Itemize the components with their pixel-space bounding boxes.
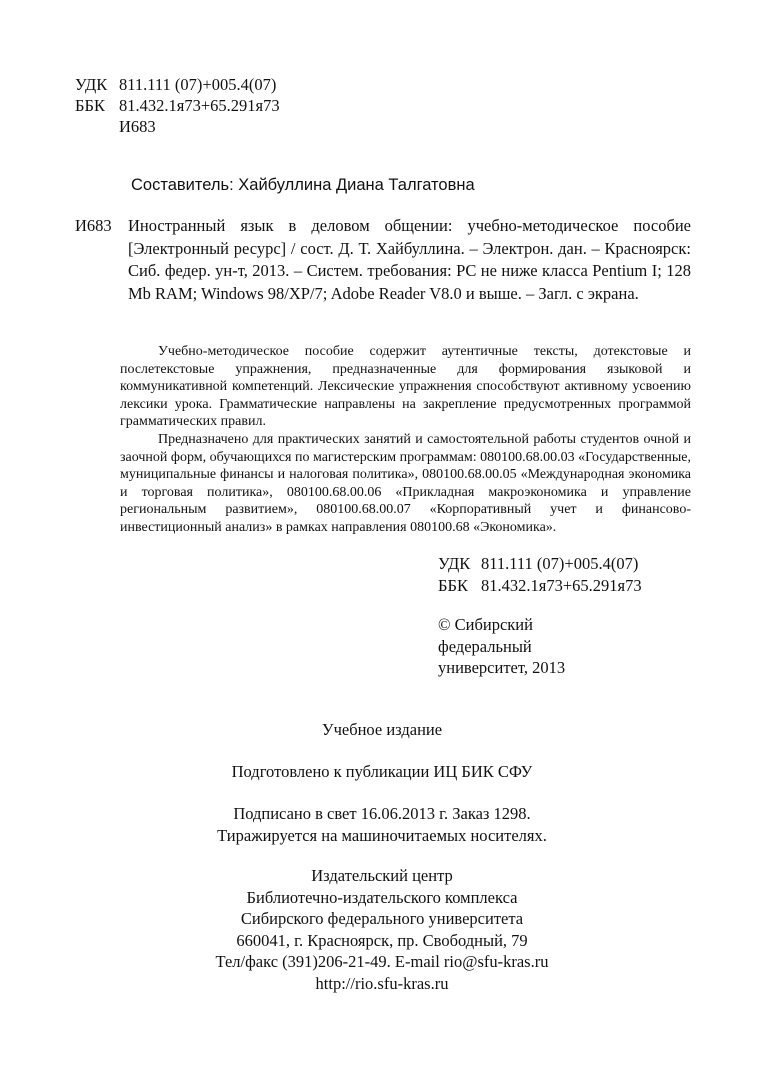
- bbk-row: [75, 95, 280, 116]
- publisher-line-3: Сибирского федерального университета: [240, 909, 524, 928]
- bbk-row-right: [438, 575, 642, 597]
- udk-value: 811.111 (07)+005.4(07): [119, 75, 277, 94]
- classification-codes-right: [438, 553, 642, 597]
- publisher-contacts: Тел/факс (391)206-21-49. E-mail rio@sfu-kras.ru: [215, 952, 549, 971]
- copyright-notice: [438, 614, 565, 679]
- bbk-label: ББК: [75, 96, 105, 115]
- abstract-paragraph-1: Учебно-методическое пособие содержит аутентичные тексты, дотекстовые и послетекстовые упражнения, предназначенные для формирования языковой и коммуникативной компетенций. Лексические упражнения способствуют активному усвоению лексики урока. Грамматические направлены на закрепление предусмотренных программой грамматических правил.: [120, 344, 691, 430]
- compiler-line: Составитель: Хайбуллина Диана Талгатовна: [131, 176, 475, 194]
- abstract: [120, 343, 691, 537]
- publisher-url: http://rio.sfu-kras.ru: [315, 973, 449, 993]
- edition-type: [0, 719, 764, 741]
- copyright-line-3: университет, 2013: [438, 658, 566, 677]
- copyright-line-1: © Сибирский: [438, 615, 533, 634]
- author-mark: И683: [119, 117, 156, 136]
- bbk-value-right: 81.432.1я73+65.291я73: [481, 576, 642, 595]
- publisher-line-2: Библиотечно-издательского комплекса: [246, 887, 518, 907]
- replicated-line: Тиражируется на машиночитаемых носителях.: [217, 825, 547, 845]
- bib-description: Иностранный язык в деловом общении: учебно-методическое пособие [Электронный ресурс] / сост. Д. Т. Хайбуллина. – Электрон. дан. – Красноярск: Сиб. федер. ун-т, 2013. – Систем. требования: PC не ниже класса Pentium I; 128 Mb RAM; Windows 98/XP/7; Adobe Reader V8.0 и выше. – Загл. с экрана.: [128, 216, 691, 303]
- prepared-by: [0, 761, 764, 783]
- bbk-label-right: ББК: [438, 576, 468, 595]
- signed-line: Подписано в свет 16.06.2013 г. Заказ 1298.: [233, 804, 531, 823]
- publisher-address: 660041, г. Красноярск, пр. Свободный, 79: [236, 930, 528, 950]
- bib-author-mark: И683: [75, 216, 112, 235]
- abstract-paragraph-2: Предназначено для практических занятий и самостоятельной работы студентов очной и заочной форм, обучающихся по магистерским программам: 080100.68.00.03 «Государственные, муниципальные финансы и налоговая политика», 080100.68.00.05 «Международная экономика и торговая политика», 080100.68.00.06 «Прикладная макроэкономика и управление региональным развитием», 080100.68.00.07 «Корпоративный учет и финансово-инвестиционный анализ» в рамках направления 080100.68 «Экономика».: [120, 431, 691, 535]
- udk-row: [75, 74, 280, 95]
- bibliographic-record: [75, 215, 691, 305]
- udk-label: УДК: [75, 75, 108, 94]
- udk-row-right: [438, 553, 642, 575]
- publisher-line-1: Издательский центр: [311, 866, 453, 885]
- udk-value-right: 811.111 (07)+005.4(07): [481, 554, 639, 573]
- edition-label: Учебное издание: [321, 720, 443, 739]
- copyright-line-2: федеральный: [438, 636, 532, 656]
- prepared-label: Подготовлено к публикации ИЦ БИК СФУ: [231, 762, 533, 781]
- classification-codes-top: [75, 74, 280, 137]
- bbk-value: 81.432.1я73+65.291я73: [119, 96, 280, 115]
- udk-label-right: УДК: [438, 554, 471, 573]
- publication-info: [0, 803, 764, 846]
- publisher-info: [0, 865, 764, 994]
